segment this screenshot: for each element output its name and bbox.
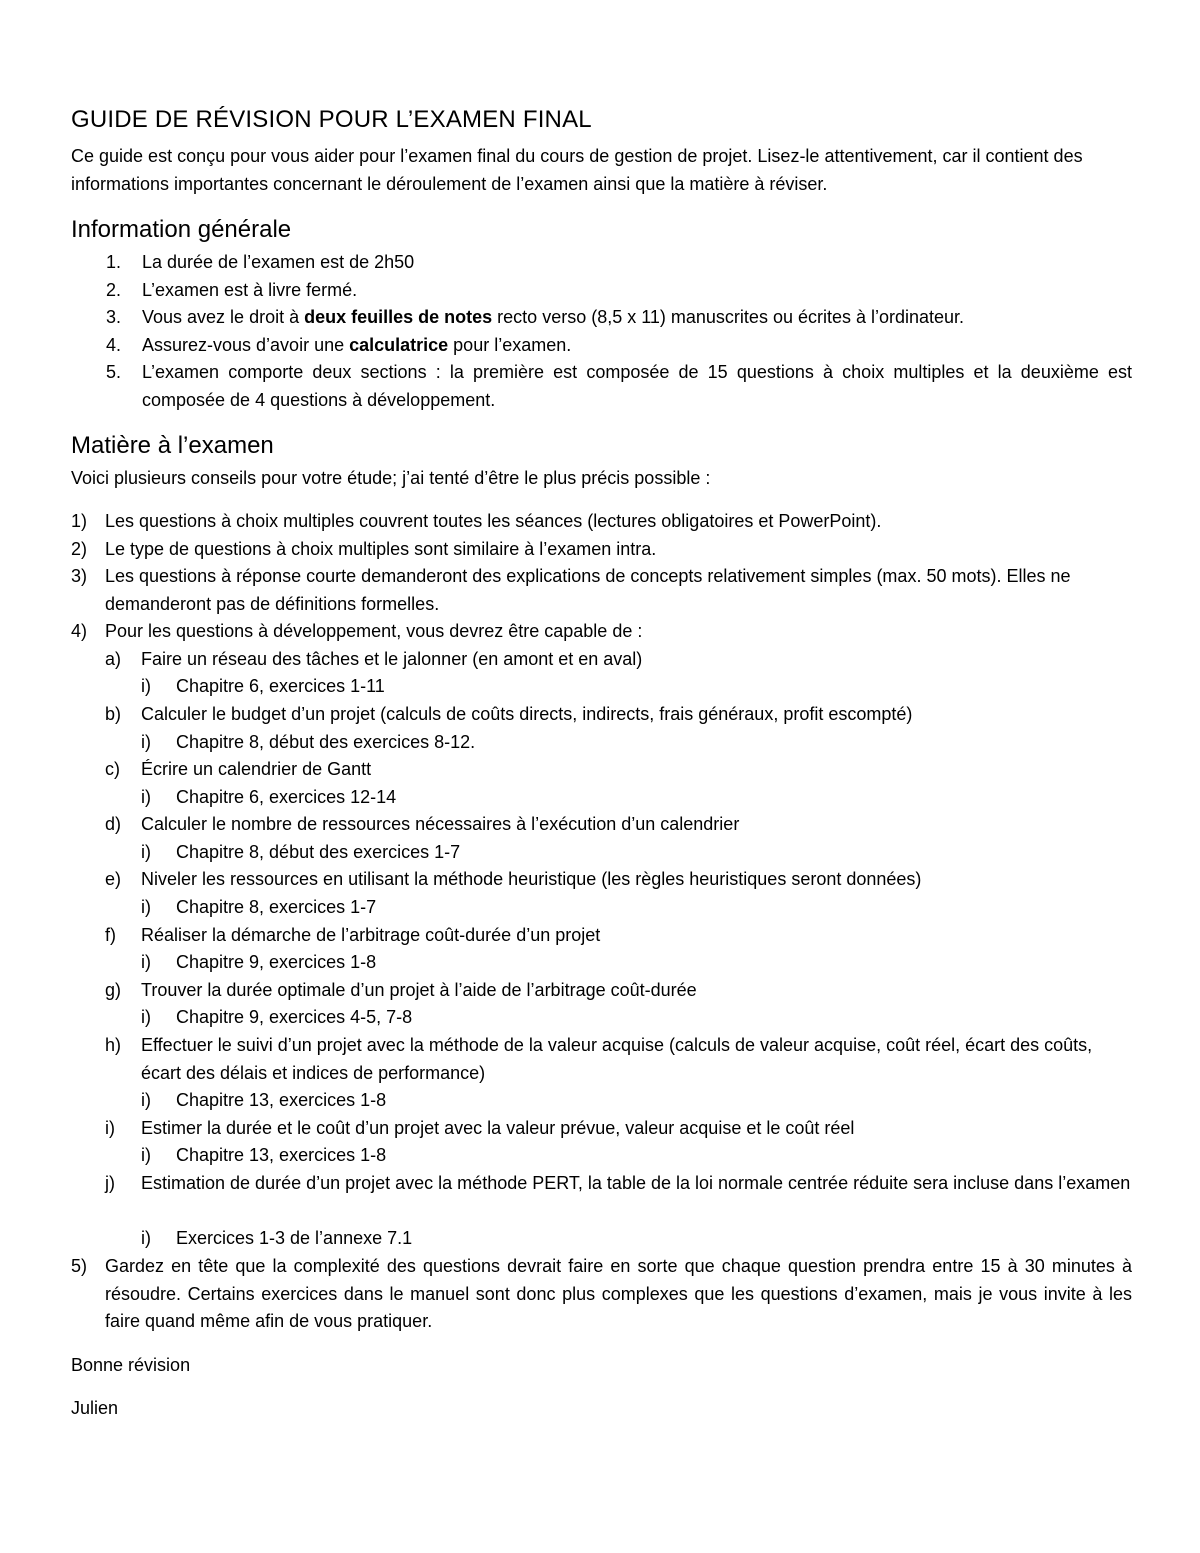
signature: Julien	[71, 1398, 119, 1418]
ref-num: i)	[141, 676, 151, 696]
section-heading-general-info: Information générale	[71, 216, 292, 243]
list-item-text: Gardez en tête que la complexité des questions devrait faire en sorte que chaque question prendra entre 15 à 30 minutes à résoudre. Certains exercices dans le manuel sont donc plus complexes que les questions d’examen, mais je vous invite à les faire quand même afin de vous pratiquer.	[105, 1256, 1132, 1331]
list-number: 5)	[71, 1256, 88, 1276]
ref-text: Chapitre 8, début des exercices 1-7	[176, 842, 461, 862]
sub-letter: h)	[105, 1035, 122, 1055]
sub-letter: d)	[105, 814, 122, 834]
sub-item-text: Estimation de durée d’un projet avec la méthode PERT, la table de la loi normale centrée réduite sera incluse dans l’examen	[141, 1173, 1131, 1193]
sub-item-text: Trouver la durée optimale d’un projet à l’aide de l’arbitrage coût-durée	[141, 980, 697, 1000]
list-item: 4) Pour les questions à développement, vous devrez être capable de :	[71, 621, 643, 641]
closing-text: Bonne révision	[71, 1355, 191, 1375]
sub-letter: e)	[105, 869, 122, 889]
ref-text: Chapitre 8, début des exercices 8-12.	[176, 732, 476, 752]
general-info-list	[106, 249, 1132, 414]
ref-num: i)	[141, 842, 151, 862]
ref-num: i)	[141, 787, 151, 807]
list-item: 3) Les questions à réponse courte demanderont des explications de concepts relativement simples (max. 50 mots). Elles ne demanderont pas de définitions formelles.	[71, 566, 1071, 614]
list-item: 3. Vous avez le droit à deux feuilles de notes recto verso (8,5 x 11) manuscrites ou écrites à l’ordinateur.	[106, 307, 965, 327]
sub-item-text: Effectuer le suivi d’un projet avec la méthode de la valeur acquise (calculs de valeur acquise, coût réel, écart des coûts, écart des délais et indices de performance)	[141, 1035, 1093, 1083]
ref-num: i)	[141, 1228, 151, 1248]
ref-text: Chapitre 6, exercices 12-14	[176, 787, 397, 807]
sub-letter: c)	[105, 759, 120, 779]
ref-text: Chapitre 9, exercices 1-8	[176, 952, 377, 972]
list-item: 5. L’examen comporte deux sections : la première est composée de 15 questions à choix multiples et la deuxième est composée de 4 questions à développement.	[106, 362, 1132, 410]
sub-item-text: Calculer le nombre de ressources nécessaires à l’exécution d’un calendrier	[141, 814, 740, 834]
ref-text: Chapitre 9, exercices 4-5, 7-8	[176, 1007, 413, 1027]
ref-num: i)	[141, 1090, 151, 1110]
ref-text: Chapitre 6, exercices 1-11	[176, 676, 385, 696]
exam-content-list	[71, 508, 1132, 646]
sub-item-text: Réaliser la démarche de l’arbitrage coût-durée d’un projet	[141, 925, 601, 945]
list-item: 1. La durée de l’examen est de 2h50	[106, 252, 415, 272]
sub-letter: j)	[105, 1173, 115, 1193]
ref-text: Chapitre 13, exercices 1-8	[176, 1090, 387, 1110]
sub-letter: b)	[105, 704, 122, 724]
intro-paragraph: Ce guide est conçu pour vous aider pour l’examen final du cours de gestion de projet. Lisez-le attentivement, car il contient des informations importantes concernant le déroulement de l’examen ainsi que la matière à réviser.	[71, 146, 1083, 194]
sub-item-text: Faire un réseau des tâches et le jalonner (en amont et en aval)	[141, 649, 643, 669]
ref-num: i)	[141, 732, 151, 752]
ref-text: Chapitre 13, exercices 1-8	[176, 1145, 387, 1165]
sub-letter: a)	[105, 649, 122, 669]
section2-intro: Voici plusieurs conseils pour votre étude; j’ai tenté d’être le plus précis possible :	[71, 468, 711, 488]
list-item: 2) Le type de questions à choix multiples sont similaire à l’examen intra.	[71, 538, 657, 559]
sub-item-text: Estimer la durée et le coût d’un projet avec la valeur prévue, valeur acquise et le coût réel	[141, 1118, 855, 1138]
list-item: 2. L’examen est à livre fermé.	[106, 279, 358, 300]
ref-num: i)	[141, 897, 151, 917]
ref-num: i)	[141, 1007, 151, 1027]
section-heading-exam-content: Matière à l’examen	[71, 432, 274, 459]
ref-text: Chapitre 8, exercices 1-7	[176, 897, 377, 917]
sub-item-text: Écrire un calendrier de Gantt	[141, 759, 372, 779]
sub-item-text: Calculer le budget d’un projet (calculs de coûts directs, indirects, frais généraux, profit escompté)	[141, 704, 913, 724]
ref-text: Exercices 1-3 de l’annexe 7.1	[176, 1228, 413, 1248]
sub-item-text: Niveler les ressources en utilisant la méthode heuristique (les règles heuristiques seront données)	[141, 869, 922, 889]
list-item: 4. Assurez-vous d’avoir une calculatrice pour l’examen.	[106, 334, 572, 355]
list-item: 1) Les questions à choix multiples couvrent toutes les séances (lectures obligatoires et PowerPoint).	[71, 511, 882, 531]
sub-letter: g)	[105, 980, 122, 1000]
ref-num: i)	[141, 1145, 151, 1165]
document-title: GUIDE DE RÉVISION POUR L’EXAMEN FINAL	[71, 106, 592, 133]
sub-letter: f)	[105, 925, 116, 945]
sub-letter: i)	[105, 1118, 115, 1138]
ref-num: i)	[141, 952, 151, 972]
